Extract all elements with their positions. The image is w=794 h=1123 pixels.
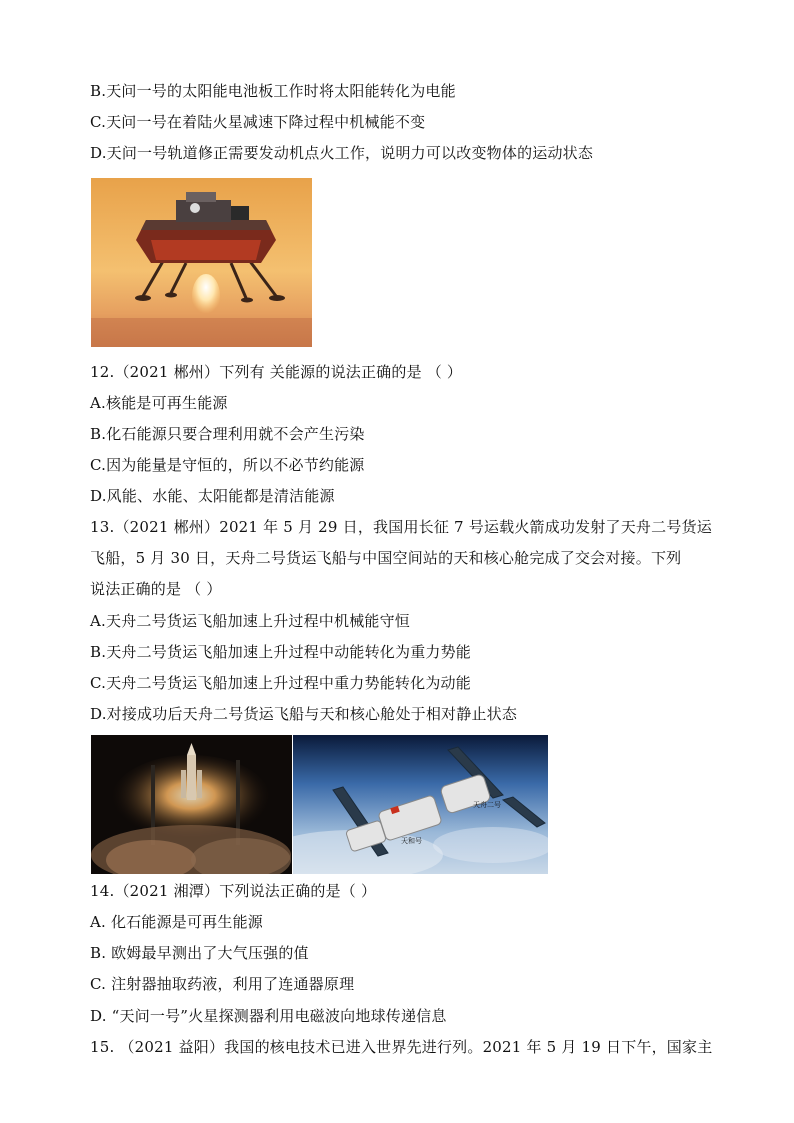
q14-option-b: B. 欧姆最早测出了大气压强的值: [90, 944, 309, 962]
q13-option-c: C.天舟二号货运飞船加速上升过程中重力势能转化为动能: [90, 674, 471, 692]
label-tianzhou-2: 天舟二号: [473, 801, 501, 809]
q13-option-d: D.对接成功后天舟二号货运飞船与天和核心舱处于相对静止状态: [90, 705, 518, 723]
q13-stem-line1: 13.（2021 郴州）2021 年 5 月 29 日，我国用长征 7 号运载火箭成功发射了天舟二号货运: [90, 518, 712, 536]
space-station-docking-image: [293, 735, 548, 874]
q12-option-d: D.风能、水能、太阳能都是清洁能源: [90, 487, 335, 505]
q14-stem: 14.（2021 湘潭）下列说法正确的是（ ）: [90, 882, 377, 900]
q13-option-b: B.天舟二号货运飞船加速上升过程中动能转化为重力势能: [90, 643, 471, 661]
q13-option-a: A.天舟二号货运飞船加速上升过程中机械能守恒: [90, 612, 411, 630]
mars-lander-image: [91, 178, 312, 347]
q12-option-b: B.化石能源只要合理利用就不会产生污染: [90, 425, 365, 443]
q15-stem: 15. （2021 益阳）我国的核电技术已进入世界先进行列。2021 年 5 月 19 日下午，国家主: [90, 1038, 713, 1056]
q12-stem: 12.（2021 郴州）下列有 关能源的说法正确的是 （ ）: [90, 363, 463, 381]
q11-option-d: D.天问一号轨道修正需要发动机点火工作，说明力可以改变物体的运动状态: [90, 144, 594, 162]
q13-stem-line2: 飞船，5 月 30 日，天舟二号货运飞船与中国空间站的天和核心舱完成了交会对接。下列: [90, 549, 682, 567]
q11-option-c: C.天问一号在着陆火星减速下降过程中机械能不变: [90, 113, 426, 131]
q12-option-c: C.因为能量是守恒的，所以不必节约能源: [90, 456, 365, 474]
q14-option-c: C. 注射器抽取药液，利用了连通器原理: [90, 975, 355, 993]
q12-option-a: A.核能是可再生能源: [90, 394, 228, 412]
label-tianhe: 天和号: [401, 837, 422, 845]
rocket-launch-image: [91, 735, 292, 874]
q11-option-b: B.天问一号的太阳能电池板工作时将太阳能转化为电能: [90, 82, 456, 100]
q14-option-d: D. “天问一号”火星探测器利用电磁波向地球传递信息: [90, 1007, 447, 1025]
q13-stem-line3: 说法正确的是 （ ）: [90, 580, 222, 598]
q14-option-a: A. 化石能源是可再生能源: [90, 913, 263, 931]
